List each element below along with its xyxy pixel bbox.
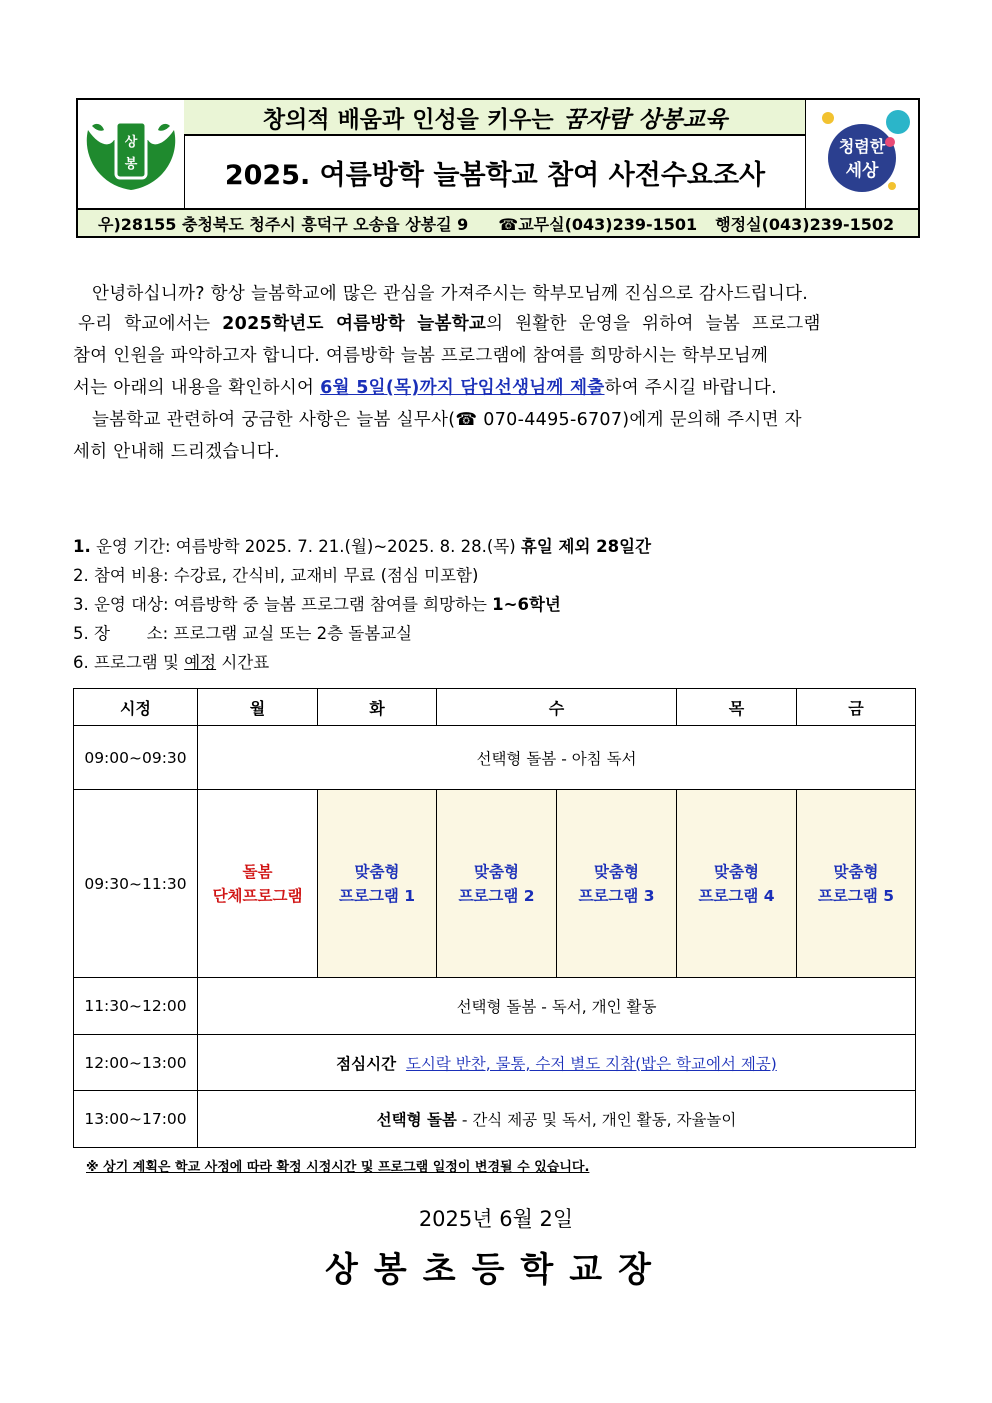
footnote: ※ 상기 계획은 학교 사정에 따라 확정 시정시간 및 프로그램 일정이 변경될 수 있습니다. (86, 1160, 590, 1175)
address-bar (78, 208, 918, 236)
cell-line: 맞춤형 (594, 862, 639, 881)
table-row (74, 726, 916, 790)
document-header (76, 98, 920, 238)
item-text: 시간표 (216, 653, 270, 672)
cell-line: 단체프로그램 (212, 886, 303, 905)
activity-bold: 선택형 돌봄 (376, 1111, 457, 1129)
custom-program-cell (677, 790, 797, 978)
item-number: 1. (73, 537, 91, 556)
lunch-label: 점심시간 (336, 1054, 397, 1073)
table-row (74, 978, 916, 1035)
cell-line: 맞춤형 (474, 862, 519, 881)
table-header-row (74, 689, 916, 726)
schedule-table (73, 688, 916, 1148)
time-cell: 09:30~11:30 (74, 790, 198, 978)
custom-program-cell (437, 790, 557, 978)
info-item-cost: 2. 참여 비용: 수강료, 간식비, 교재비 무료 (점심 미포함) (73, 566, 479, 585)
svg-text:세상: 세상 (845, 161, 879, 181)
intro-line-2 (78, 308, 821, 340)
time-cell: 12:00~13:00 (74, 1035, 198, 1091)
cell-line: 프로그램 4 (698, 886, 775, 905)
lunch-note: 도시락 반찬, 물통, 수저 별도 지참(밥은 학교에서 제공) (405, 1054, 777, 1073)
cell-line: 프로그램 2 (458, 886, 535, 905)
cell-line: 프로그램 5 (817, 886, 895, 905)
school-logo (78, 100, 185, 208)
info-item-period (73, 532, 651, 561)
custom-program-cell (557, 790, 677, 978)
header-cell: 목 (677, 689, 797, 726)
custom-program-cell (797, 790, 916, 978)
activity-cell: 선택형 돌봄 - 독서, 개인 활동 (198, 978, 916, 1035)
cell-line: 맞춤형 (833, 862, 879, 881)
item-bold: 휴일 제외 28일간 (520, 537, 652, 556)
cell-line: 돌봄 (242, 862, 273, 881)
page-title: 2025. 여름방학 늘봄학교 참여 사전수요조사 (224, 159, 766, 191)
intro-text: 우리 학교에서는 (78, 314, 223, 334)
activity-cell: 선택형 돌봄 - 아침 독서 (198, 726, 916, 790)
activity-cell (198, 1091, 916, 1148)
admin-phone: 행정실(043)239-1502 (715, 214, 895, 234)
intro-line-4 (73, 372, 777, 404)
activity-cell (198, 1035, 916, 1091)
header-cell: 화 (318, 689, 437, 726)
slogan-bar (184, 100, 806, 136)
table-row (74, 1091, 916, 1148)
item-bold: 1~6학년 (492, 595, 561, 614)
principal-signature: 상봉초등학교장 (325, 1250, 667, 1290)
item-text: 운영 기간: 여름방학 2025. 7. 21.(월)~2025. 8. 28.(목) (90, 537, 521, 556)
svg-text:청렴한: 청렴한 (838, 137, 886, 156)
time-cell: 09:00~09:30 (74, 726, 198, 790)
intro-line-5: 늘봄학교 관련하여 궁금한 사항은 늘봄 실무사(☎ 070-4495-6707)에게 문의해 주시면 자 (92, 410, 802, 430)
group-program-cell (198, 790, 318, 978)
issue-date: 2025년 6월 2일 (418, 1207, 574, 1231)
cell-line: 맞춤형 (354, 862, 400, 881)
intro-bold: 2025학년도 여름방학 늘봄학교 (222, 314, 487, 334)
item-text: 3. 운영 대상: 여름방학 중 늘봄 프로그램 참여를 희망하는 (73, 595, 493, 614)
header-cell: 월 (198, 689, 318, 726)
address-text: 우)28155 충청북도 청주시 흥덕구 오송읍 상봉길 9 (98, 214, 469, 234)
item-underline: 예정 (184, 653, 217, 672)
intro-text: 서는 아래의 내용을 확인하시어 (73, 378, 321, 398)
custom-program-cell (318, 790, 437, 978)
intro-text: 의 원활한 운영을 위하여 늘봄 프로그램 (486, 314, 821, 334)
slogan-highlight: 꿈자람 상봉교육 (563, 105, 728, 133)
table-row (74, 790, 916, 978)
svg-text:상: 상 (124, 135, 138, 150)
table-row (74, 1035, 916, 1091)
info-item-place: 5. 장 소: 프로그램 교실 또는 2층 돌봄교실 (73, 624, 413, 643)
time-cell: 11:30~12:00 (74, 978, 198, 1035)
header-cell: 금 (797, 689, 916, 726)
intro-line-1: 안녕하십니까? 항상 늘봄학교에 많은 관심을 가져주시는 학부모님께 진심으로 감사드립니다. (92, 284, 809, 304)
cell-line: 프로그램 3 (578, 886, 655, 905)
intro-text: 하여 주시길 바랍니다. (604, 378, 777, 398)
header-cell: 수 (437, 689, 677, 726)
intro-line-6: 세히 안내해 드리겠습니다. (73, 442, 280, 462)
integrity-logo (805, 100, 918, 208)
time-cell: 13:00~17:00 (74, 1091, 198, 1148)
item-text: 6. 프로그램 및 (73, 653, 185, 672)
info-item-schedule (73, 648, 269, 677)
deadline-highlight: 6월 5일(목)까지 담임선생님께 제출 (320, 378, 605, 398)
slogan-text: 창의적 배움과 인성을 키우는 (262, 106, 554, 133)
intro-line-3: 참여 인원을 파악하고자 합니다. 여름방학 늘봄 프로그램에 참여를 희망하시는 학부모님께 (73, 346, 769, 366)
svg-text:봉: 봉 (124, 157, 138, 172)
cell-line: 프로그램 1 (338, 886, 416, 905)
activity-text: - 간식 제공 및 독서, 개인 활동, 자율놀이 (456, 1111, 737, 1129)
info-item-target (73, 590, 561, 619)
cell-line: 맞춤형 (714, 862, 759, 881)
office-phone: ☎교무실(043)239-1501 (498, 214, 698, 234)
header-cell: 시정 (74, 689, 198, 726)
